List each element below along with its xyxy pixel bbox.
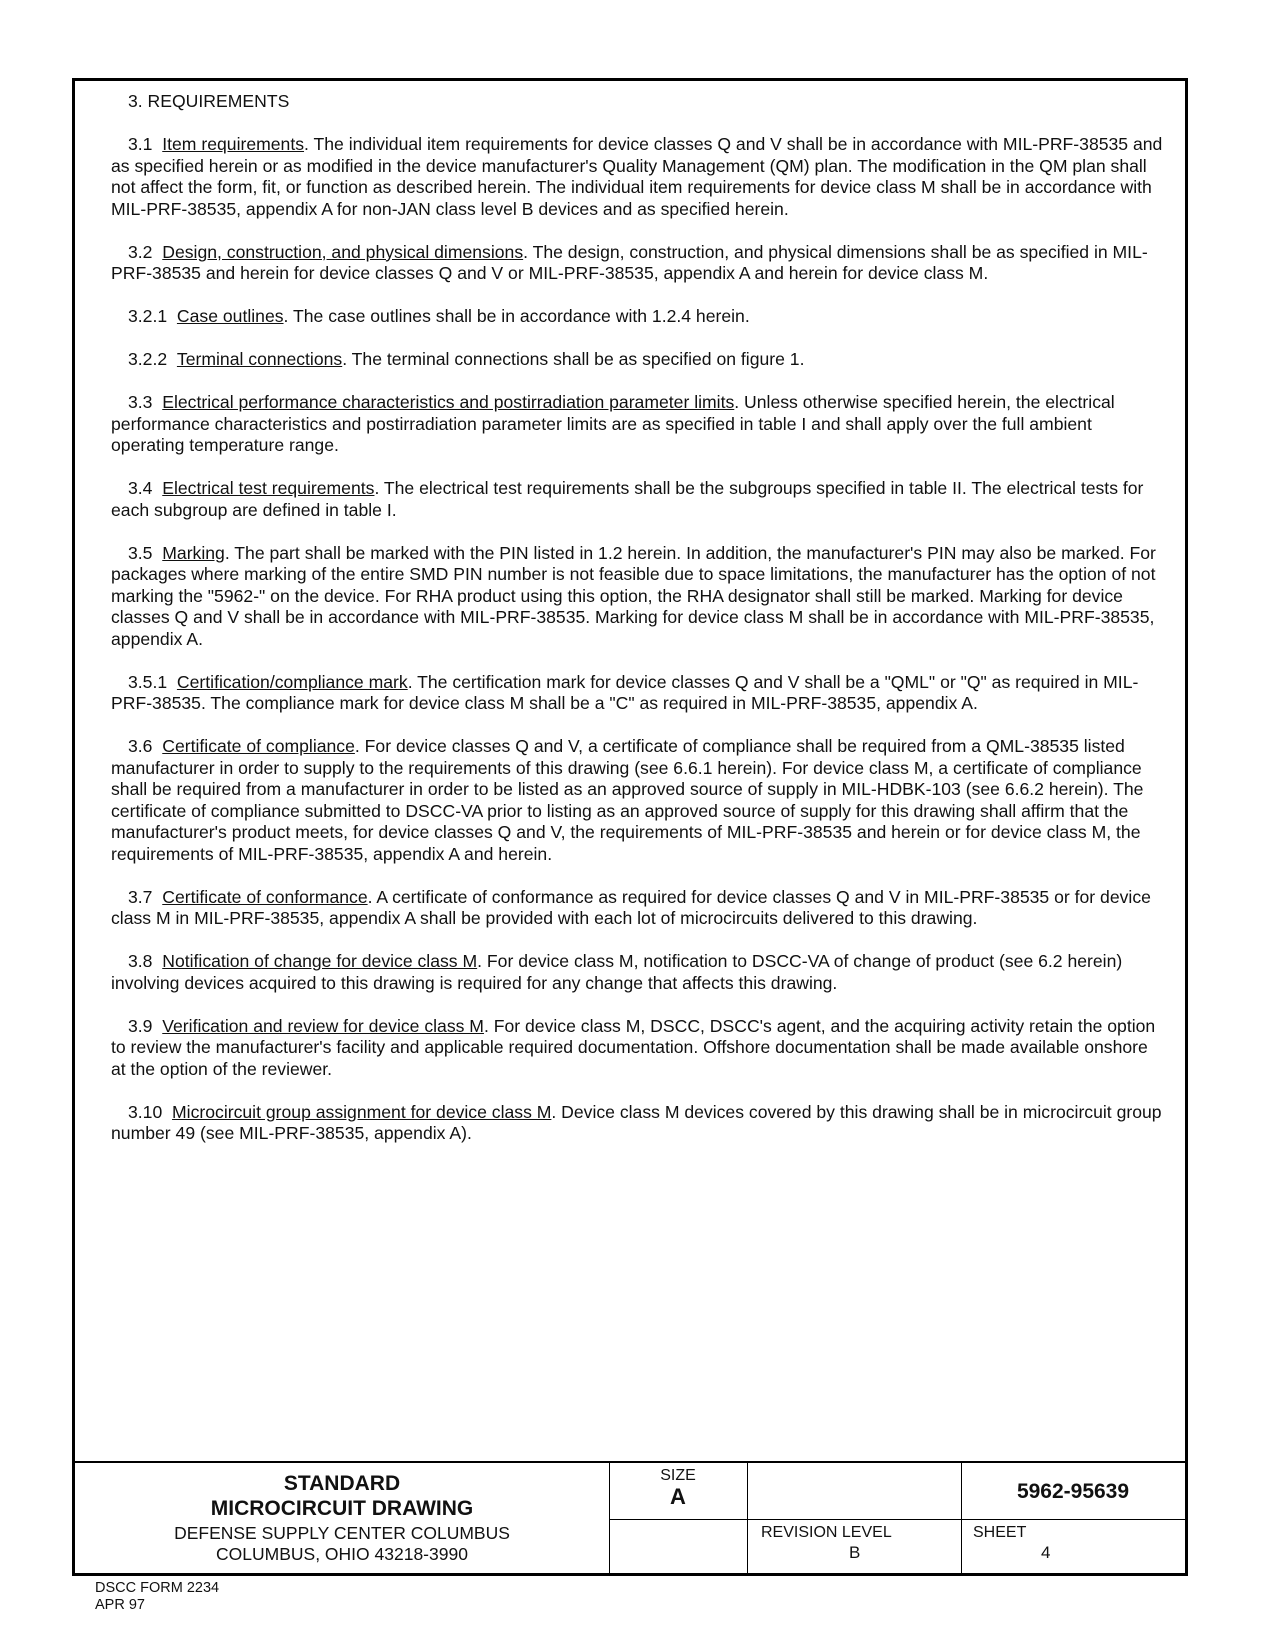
form-number: DSCC FORM 2234: [95, 1580, 220, 1596]
paragraph-list: [111, 134, 1167, 1145]
revision-value: B: [849, 1543, 861, 1562]
paragraph-heading: Microcircuit group assignment for device class M: [172, 1101, 552, 1122]
paragraph-3-1: [111, 134, 1167, 220]
paragraph-text: . Device class M devices covered by this drawing shall be in microcircuit group number 49 (see MIL-PRF-38535, appendix A).: [111, 1101, 1162, 1143]
paragraph-3-4: [111, 478, 1167, 521]
paragraph-3-7: [111, 887, 1167, 930]
paragraph-3-6: [111, 736, 1167, 865]
paragraph-text: . For device classes Q and V, a certificate of compliance shall be required from a QML-38535 listed manufacturer in order to supply to the requirements of this drawing (see 6.6.1 herein). For device class M, a certificate of compliance shall be required from a manufacturer in order to be listed as an approved source of supply in MIL-HDBK-103 (see 6.6.2 herein). The certificate of compliance submitted to DSCC-VA prior to listing as an approved source of supply for this drawing shall affirm that the manufacturer's product meets, for device classes Q and V, the requirements of MIL-PRF-38535 and herein or for device class M, the requirements of MIL-PRF-38535, appendix A and herein.: [111, 736, 1144, 864]
paragraph-heading: Design, construction, and physical dimensions: [162, 241, 524, 262]
form-identifier: [95, 1580, 219, 1614]
paragraph-3-8: [111, 951, 1167, 994]
paragraph-text: . The terminal connections shall be as specified on figure 1.: [342, 349, 805, 369]
sheet-cell: [973, 1523, 1185, 1563]
paragraph-heading: Notification of change for device class M: [162, 951, 478, 971]
paragraph-text: . For device class M, DSCC, DSCC's agent, and the acquiring activity retain the option to review the manufacturer's facility and applicable required documentation. Offshore documentation shall be made available onshore at the option of the reviewer.: [111, 1015, 1156, 1079]
paragraph-heading: Marking: [162, 542, 225, 563]
title-block: [75, 1461, 1185, 1575]
paragraph-text: . The case outlines shall be in accordance with 1.2.4 herein.: [283, 306, 750, 326]
title-line-2: MICROCIRCUIT DRAWING: [210, 1497, 474, 1520]
requirements-section: [111, 91, 1167, 1166]
form-date: APR 97: [95, 1597, 145, 1613]
paragraph-number: 3.6: [128, 736, 153, 756]
paragraph-3-2: [111, 242, 1167, 285]
paragraph-text: . The part shall be marked with the PIN listed in 1.2 herein. In addition, the manufacturer's PIN may also be marked. For packages where marking of the entire SMD PIN number is not feasible due to space limitations, the manufacturer has the option of not marking the "5962-" on the device. For RHA product using this option, the RHA designator shall still be marked. Marking for device classes Q and V shall be in accordance with MIL-PRF-38535. Marking for device class M shall be in accordance with MIL-PRF-38535, appendix A.: [111, 542, 1156, 649]
paragraph-number: 3.5: [128, 542, 153, 563]
paragraph-heading: Certificate of compliance: [162, 736, 355, 756]
sheet-label: SHEET: [973, 1524, 1027, 1541]
paragraph-3-2-2: [111, 349, 1167, 371]
org-line-1: DEFENSE SUPPLY CENTER COLUMBUS: [174, 1523, 510, 1543]
paragraph-heading: Certification/compliance mark: [176, 671, 408, 692]
paragraph-3-10: [111, 1102, 1167, 1145]
paragraph-number: 3.1: [128, 134, 153, 154]
paragraph-number: 3.4: [128, 478, 153, 498]
paragraph-3-5: [111, 543, 1167, 651]
sheet-value: 4: [1041, 1543, 1051, 1562]
paragraph-heading: Certificate of conformance: [162, 886, 368, 907]
title-cell: [75, 1471, 609, 1565]
paragraph-3-2-1: [111, 306, 1167, 328]
paragraph-text: . Unless otherwise specified herein, the electrical performance characteristics and postirradiation parameter limits are as specified in table I and shall apply over the full ambient operating temperature range.: [111, 392, 1115, 455]
paragraph-heading: Electrical test requirements: [162, 478, 375, 498]
paragraph-heading: Case outlines: [176, 306, 284, 326]
paragraph-number: 3.9: [128, 1015, 153, 1036]
paragraph-number: 3.5.1: [128, 671, 168, 692]
paragraph-3-3: [111, 392, 1167, 457]
paragraph-text: . The certification mark for device classes Q and V shall be a "QML" or "Q" as required in MIL-PRF-38535. The compliance mark for device class M shall be a "C" as required in MIL-PRF-38535, appendix A.: [111, 671, 1139, 713]
paragraph-number: 3.8: [128, 951, 153, 971]
revision-cell: [761, 1523, 961, 1563]
paragraph-text: . A certificate of conformance as required for device classes Q and V in MIL-PRF-38535 or for device class M in MIL-PRF-38535, appendix A shall be provided with each lot of microcircuits delivered to this drawing.: [111, 886, 1151, 928]
section-title: 3. REQUIREMENTS: [128, 91, 290, 111]
size-label: SIZE: [660, 1467, 696, 1484]
paragraph-number: 3.3: [128, 392, 153, 412]
size-value: A: [670, 1484, 686, 1509]
paragraph-3-5-1: [111, 672, 1167, 715]
drawing-frame: [72, 78, 1188, 1576]
paragraph-number: 3.7: [128, 886, 153, 907]
paragraph-number: 3.2.1: [128, 306, 168, 326]
paragraph-text: . The individual item requirements for device classes Q and V shall be in accordance with MIL-PRF-38535 and as specified herein or as modified in the device manufacturer's Quality Management (QM) plan. The modification in the QM plan shall not affect the form, fit, or function as described herein. The individual item requirements for device class M shall be in accordance with MIL-PRF-38535, appendix A for non-JAN class level B devices and as specified herein.: [111, 134, 1163, 219]
paragraph-heading: Item requirements: [162, 134, 305, 154]
title-line-1: STANDARD: [283, 1472, 401, 1495]
paragraph-heading: Electrical performance characteristics and postirradiation parameter limits: [162, 392, 735, 412]
paragraph-text: . The electrical test requirements shall be the subgroups specified in table II. The electrical tests for each subgroup are defined in table I.: [111, 478, 1144, 520]
paragraph-text: . The design, construction, and physical dimensions shall be as specified in MIL-PRF-38535 and herein for device classes Q and V or MIL-PRF-38535, appendix A and herein for device class M.: [111, 241, 1148, 283]
paragraph-number: 3.2: [128, 241, 153, 262]
org-line-2: COLUMBUS, OHIO 43218-3990: [216, 1544, 468, 1564]
paragraph-number: 3.10: [128, 1101, 163, 1122]
drawing-number: 5962-95639: [1016, 1480, 1130, 1503]
size-cell: [609, 1467, 747, 1509]
paragraph-heading: Verification and review for device class M: [162, 1015, 484, 1036]
paragraph-number: 3.2.2: [128, 349, 168, 369]
paragraph-heading: Terminal connections: [176, 349, 343, 369]
revision-label: REVISION LEVEL: [761, 1524, 892, 1541]
paragraph-3-9: [111, 1016, 1167, 1081]
paragraph-text: . For device class M, notification to DSCC-VA of change of product (see 6.2 herein) involving devices acquired to this drawing is required for any change that affects this drawing.: [111, 951, 1123, 993]
